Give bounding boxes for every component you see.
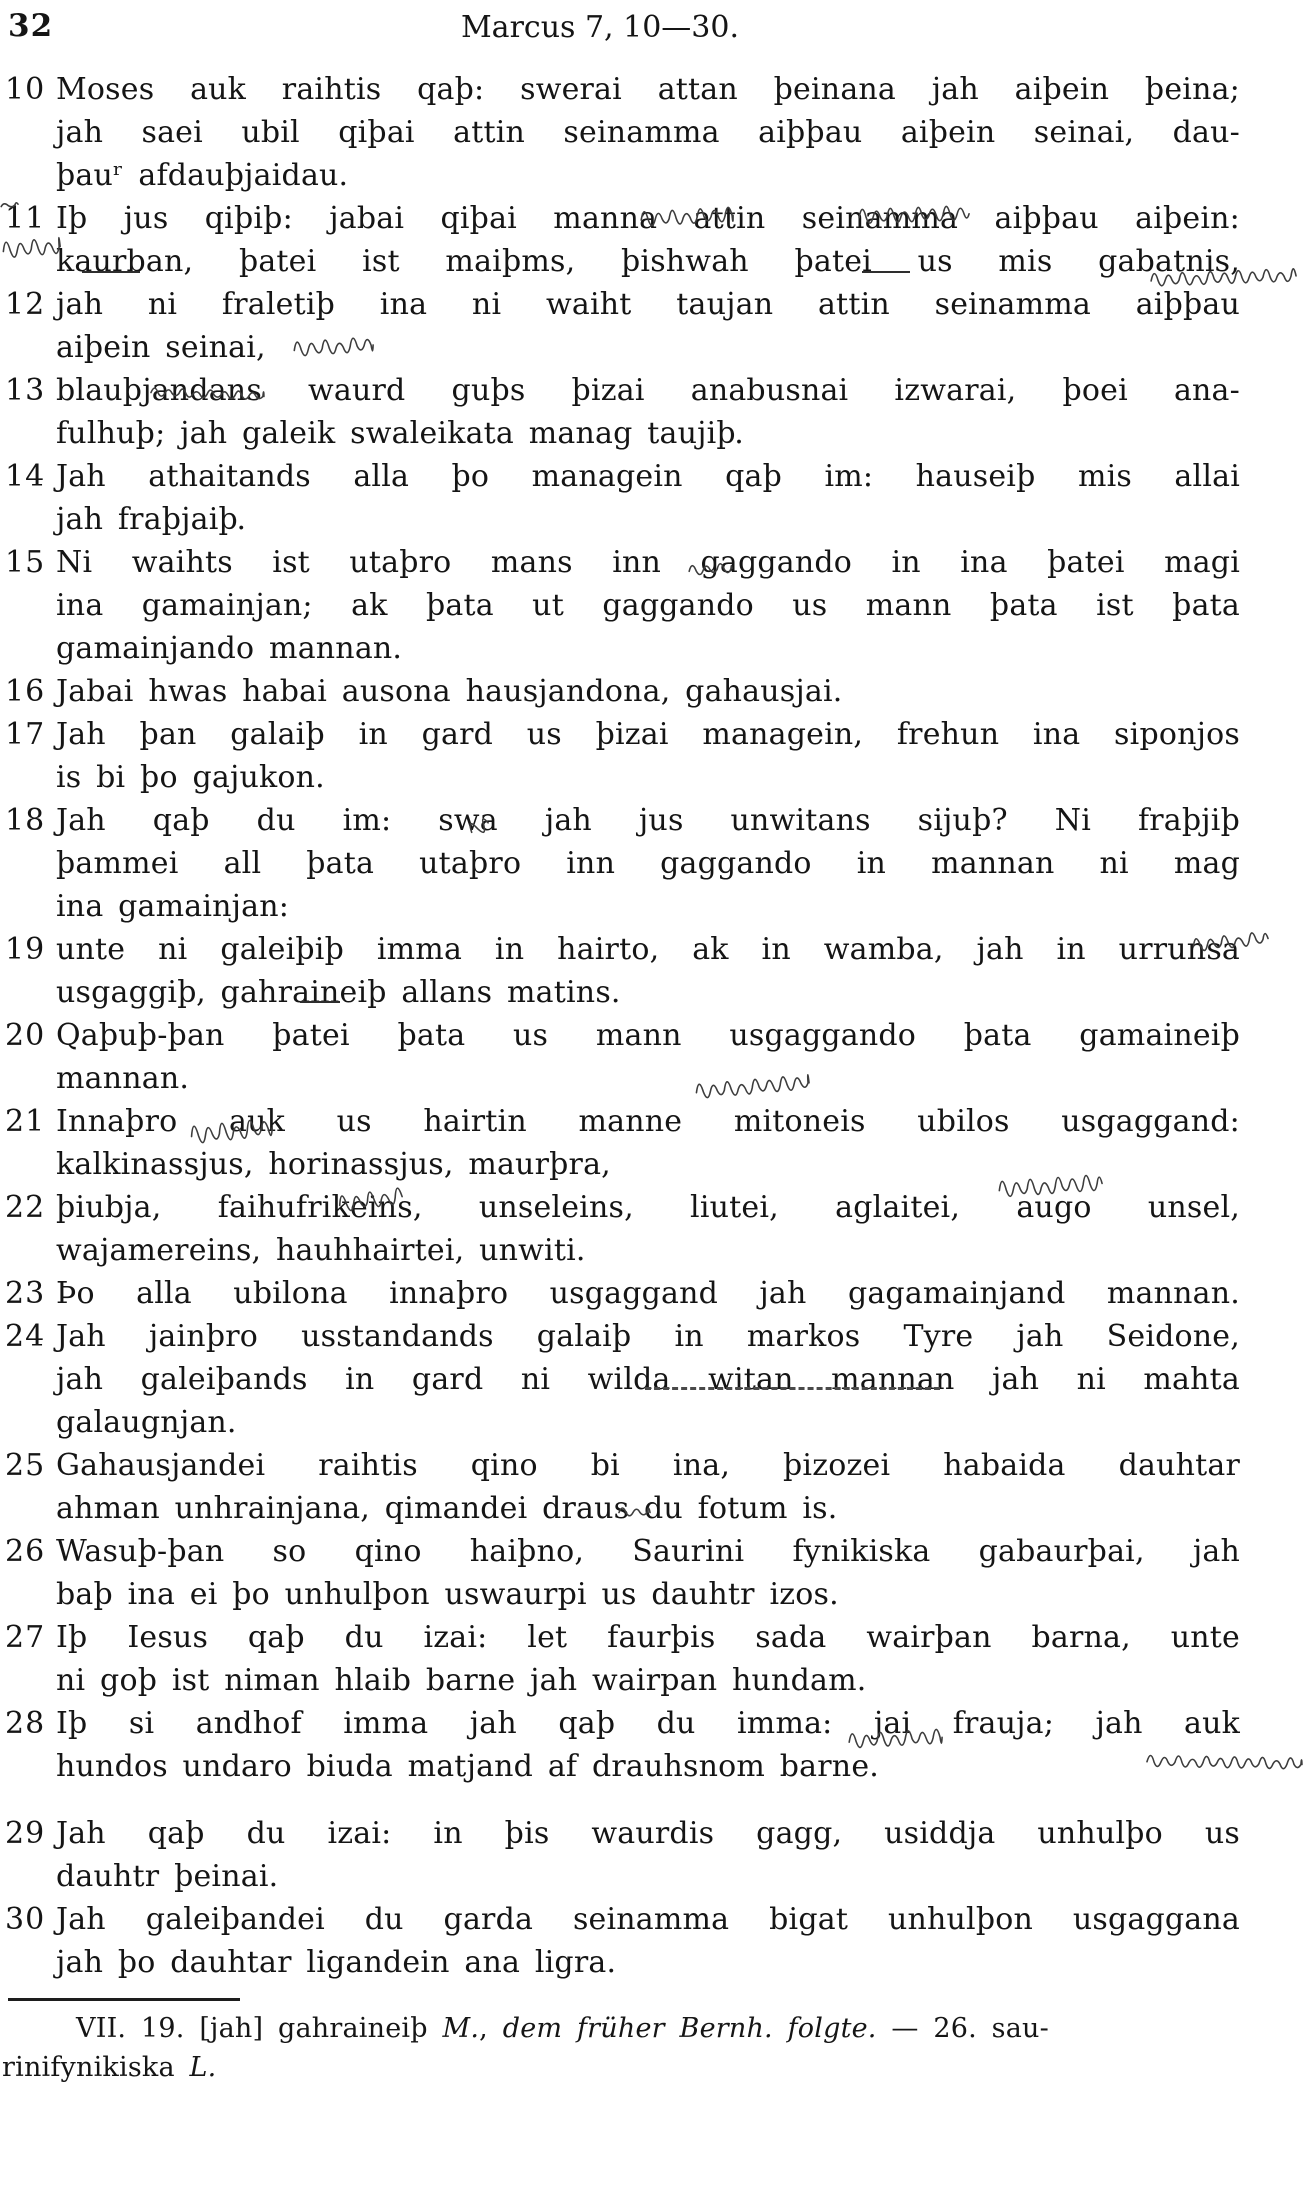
verse-text xyxy=(56,1315,1240,1444)
verse-number: 12 xyxy=(5,287,46,322)
verse-line: fulhuþ; jah galeik swaleikata manag taujiþ. xyxy=(56,416,745,451)
verse-row-30 xyxy=(0,1898,1304,1984)
verse-number: 20 xyxy=(5,1018,46,1053)
verse-text xyxy=(56,369,1240,455)
verse-text xyxy=(56,670,1240,713)
verse-text xyxy=(56,1186,1240,1272)
verse-line: unte ni galeiþiþ imma in hairto, ak in wamba, jah in urrunsa xyxy=(56,932,1240,967)
verse-text xyxy=(56,68,1240,197)
verse-line: Jah qaþ du izai: in þis waurdis gagg, usiddja unhulþo us xyxy=(56,1816,1240,1851)
verse-line: dauhtr þeinai. xyxy=(56,1859,279,1894)
verse-list xyxy=(0,68,1304,1984)
print-underline-gahraineith xyxy=(300,1001,340,1003)
verse-line: ahman unhrainjana, qimandei draus du fotum is. xyxy=(56,1491,838,1526)
verse-line: Jah qaþ du im: swa jah jus unwitans sijuþ? Ni fraþjiþ xyxy=(56,803,1240,838)
verse-line: Jah galeiþandei du garda seinamma bigat unhulþon usgaggana xyxy=(56,1902,1240,1937)
verse-line: kaurban, þatei ist maiþms, þishwah þatei us mis gabatnis, xyxy=(56,244,1240,279)
verse-number: 30 xyxy=(5,1902,46,1937)
verse-row-23 xyxy=(0,1272,1304,1315)
verse-text xyxy=(56,799,1240,928)
verse-line: aiþein seinai, xyxy=(56,330,266,365)
verse-row-22 xyxy=(0,1186,1304,1272)
print-underline-kaurban xyxy=(82,271,140,273)
verse-row-25 xyxy=(0,1444,1304,1530)
verse-number: 15 xyxy=(5,545,46,580)
page-number: 32 xyxy=(8,8,54,44)
verse-line: ni goþ ist niman hlaib barne jah wairpan hundam. xyxy=(56,1663,867,1698)
page-header xyxy=(0,8,1304,52)
verse-number: 23 xyxy=(5,1276,46,1311)
verse-number: 14 xyxy=(5,459,46,494)
verse-number: 25 xyxy=(5,1448,46,1483)
footnote-line xyxy=(2,2009,1252,2048)
verse-row-21 xyxy=(0,1100,1304,1186)
verse-line: Wasuþ-þan so qino haiþno, Saurini fynikiska gabaurþai, jah xyxy=(56,1534,1240,1569)
verse-line: ina gamainjan: xyxy=(56,889,290,924)
verse-text xyxy=(56,928,1240,1014)
verse-row-12 xyxy=(0,283,1304,369)
verse-line: jah galeiþands in gard ni wilda witan mannan jah ni mahta xyxy=(56,1362,1240,1397)
footnote-text: VII. 19. [jah] gahraineiþ xyxy=(76,2013,443,2044)
verse-row-19 xyxy=(0,928,1304,1014)
verse-row-26 xyxy=(0,1530,1304,1616)
verse-line: ina gamainjan; ak þata ut gaggando us mann þata ist þata xyxy=(56,588,1240,623)
pencil-underline-witan-mannan xyxy=(645,1387,940,1390)
verse-line: kalkinassjus, horinassjus, maurþra, xyxy=(56,1147,611,1182)
verse-line: jah ni fraletiþ ina ni waiht taujan attin seinamma aiþþau xyxy=(56,287,1240,322)
verse-number: 21 xyxy=(5,1104,46,1139)
verse-line: Iþ jus qiþiþ: jabai qiþai manna attin seinamma aiþþau aiþein: xyxy=(56,201,1240,236)
verse-row-13 xyxy=(0,369,1304,455)
verse-number: 16 xyxy=(5,674,46,709)
verse-line: Jah athaitands alla þo managein qaþ im: hauseiþ mis allai xyxy=(56,459,1240,494)
footnote-siglum: M. xyxy=(442,2013,480,2044)
verse-number: 27 xyxy=(5,1620,46,1655)
verse-text xyxy=(56,541,1240,670)
verse-line: Moses auk raihtis qaþ: swerai attan þeinana jah aiþein þeina; xyxy=(56,72,1240,107)
print-underline-thishwah xyxy=(862,271,910,273)
footnote-apparatus xyxy=(2,2009,1252,2087)
verse-row-14 xyxy=(0,455,1304,541)
verse-number: 19 xyxy=(5,932,46,967)
verse-row-16 xyxy=(0,670,1304,713)
verse-text xyxy=(56,1100,1240,1186)
verse-line: gamainjando mannan. xyxy=(56,631,403,666)
verse-number: 18 xyxy=(5,803,46,838)
verse-text xyxy=(56,1898,1240,1984)
verse-line: Jabai hwas habai ausona hausjandona, gahausjai. xyxy=(56,674,843,709)
verse-line: Innaþro auk us hairtin manne mitoneis ubilos usgaggand: xyxy=(56,1104,1240,1139)
footnote-line xyxy=(2,2048,1252,2087)
verse-text xyxy=(56,455,1240,541)
verse-line: is bi þo gajukon. xyxy=(56,760,325,795)
verse-line: Ni waihts ist utaþro mans inn gaggando in ina þatei magi xyxy=(56,545,1240,580)
verse-line: baþ ina ei þo unhulþon uswaurpi us dauhtr izos. xyxy=(56,1577,839,1612)
footnote-siglum: L. xyxy=(189,2052,217,2083)
verse-number: 24 xyxy=(5,1319,46,1354)
verse-text xyxy=(56,1444,1240,1530)
verse-text xyxy=(56,1702,1240,1788)
verse-line: Jah jainþro usstandands galaiþ in markos Tyre jah Seidone, xyxy=(56,1319,1240,1354)
verse-line: Gahausjandei raihtis qino bi ina, þizozei habaida dauhtar xyxy=(56,1448,1240,1483)
verse-row-27 xyxy=(0,1616,1304,1702)
verse-number: 11 xyxy=(5,201,46,236)
verse-number: 17 xyxy=(5,717,46,752)
verse-line: usgaggiþ, gahraineiþ allans matins. xyxy=(56,975,621,1010)
verse-number: 29 xyxy=(5,1816,46,1851)
verse-row-29 xyxy=(0,1812,1304,1898)
verse-row-15 xyxy=(0,541,1304,670)
verse-number: 26 xyxy=(5,1534,46,1569)
verse-row-10 xyxy=(0,68,1304,197)
verse-row-11 xyxy=(0,197,1304,283)
verse-text xyxy=(56,283,1240,369)
verse-number: 22 xyxy=(5,1190,46,1225)
verse-row-18 xyxy=(0,799,1304,928)
verse-line: þammei all þata utaþro inn gaggando in mannan ni mag xyxy=(56,846,1240,881)
verse-text xyxy=(56,1812,1240,1898)
verse-row-20 xyxy=(0,1014,1304,1100)
verse-line: Qaþuþ-þan þatei þata us mann usgaggando þata gamaineiþ xyxy=(56,1018,1240,1053)
verse-line: Iþ Iesus qaþ du izai: let faurþis sada wairþan barna, unte xyxy=(56,1620,1240,1655)
verse-line: Jah þan galaiþ in gard us þizai managein, frehun ina siponjos xyxy=(56,717,1240,752)
footnote-rule xyxy=(8,1998,240,2001)
verse-line: galaugnjan. xyxy=(56,1405,237,1440)
verse-line: þauʳ afdauþjaidau. xyxy=(56,158,349,193)
footnote-text: rinifynikiska xyxy=(2,2052,190,2083)
verse-text xyxy=(56,1616,1240,1702)
verse-row-17 xyxy=(0,713,1304,799)
verse-line: wajamereins, hauhhairtei, unwiti. xyxy=(56,1233,586,1268)
verse-line: blauþjandans waurd guþs þizai anabusnai izwarai, þoei ana- xyxy=(56,373,1240,408)
verse-text xyxy=(56,713,1240,799)
verse-line: Þo alla ubilona innaþro usgaggand jah gagamainjand mannan. xyxy=(56,1276,1240,1311)
verse-row-28 xyxy=(0,1702,1304,1788)
verse-line: jah þo dauhtar ligandein ana ligra. xyxy=(56,1945,617,1980)
verse-line: jah saei ubil qiþai attin seinamma aiþþau aiþein seinai, dau- xyxy=(56,115,1240,150)
verse-number: 28 xyxy=(5,1706,46,1741)
verse-number: 10 xyxy=(5,72,46,107)
verse-text xyxy=(56,1530,1240,1616)
running-title: Marcus 7, 10—30. xyxy=(460,10,740,45)
verse-line: mannan. xyxy=(56,1061,190,1096)
verse-line: þiubja, faihufrikeins, unseleins, liutei, aglaitei, augo unsel, xyxy=(56,1190,1240,1225)
verse-number: 13 xyxy=(5,373,46,408)
footnote-siglum: dem früher Bernh. folgte. xyxy=(502,2013,877,2044)
verse-text xyxy=(56,197,1240,283)
footnote-text: — 26. sau- xyxy=(876,2013,1049,2044)
verse-line: hundos undaro biuda matjand af drauhsnom barne. xyxy=(56,1749,880,1784)
footnote-text: , xyxy=(479,2013,503,2044)
verse-line: jah fraþjaiþ. xyxy=(56,502,247,537)
verse-line: Iþ si andhof imma jah qaþ du imma: jai frauja; jah auk xyxy=(56,1706,1240,1741)
verse-row-24 xyxy=(0,1315,1304,1444)
verse-text xyxy=(56,1272,1240,1315)
verse-text xyxy=(56,1014,1240,1100)
